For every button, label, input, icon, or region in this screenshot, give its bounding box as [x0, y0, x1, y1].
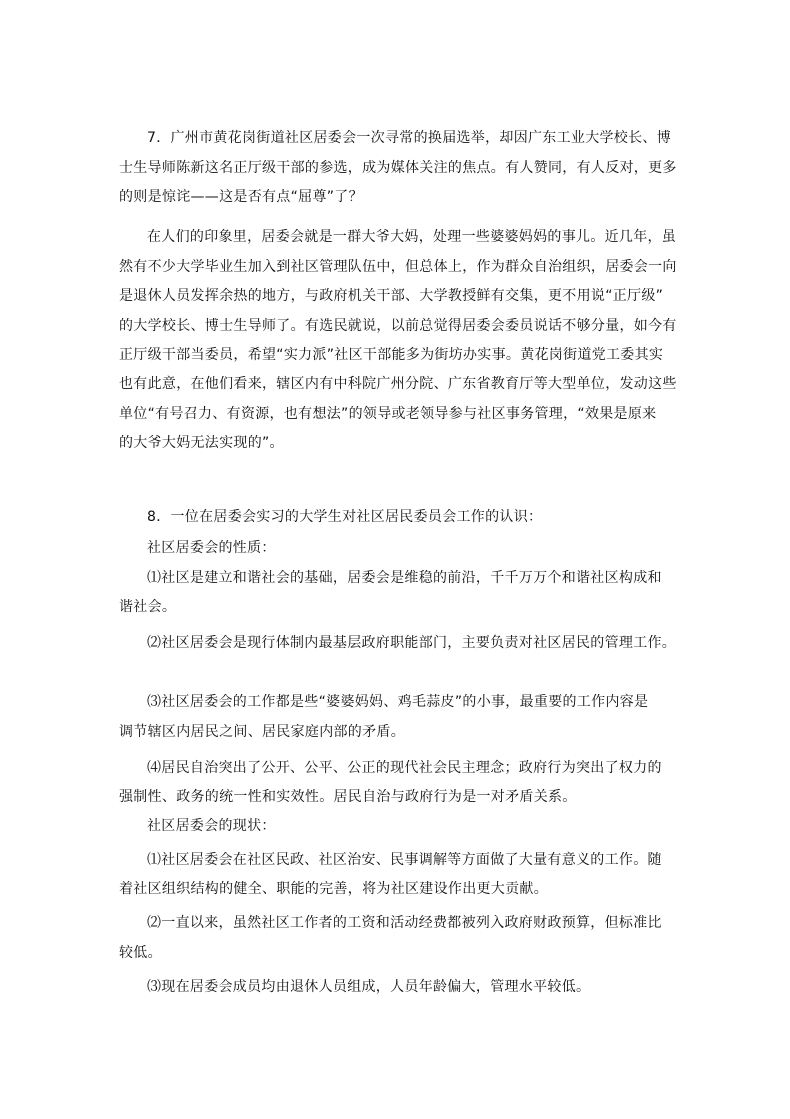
question-heading: 8．一位在居委会实习的大学生对社区居民委员会工作的认识：: [147, 509, 543, 525]
list-item: 着社区组织结构的健全、职能的完善，将为社区建设作出更大贡献。: [119, 881, 548, 897]
list-item: ⑷居民自治突出了公开、公平、公正的现代社会民主理念；政府行为突出了权力的: [147, 760, 662, 776]
paragraph-line: 正厅级干部当委员，希望“实力派”社区干部能多为街坊办实事。黄花岗街道党工委其实: [119, 347, 664, 363]
paragraph-line: 7．广州市黄花岗街道社区居委会一次寻常的换届选举，却因广东工业大学校长、博: [147, 130, 672, 146]
list-item: ⑵社区居委会是现行体制内最基层政府职能部门，主要负责对社区居民的管理工作。: [147, 635, 677, 651]
paragraph-line: 单位“有号召力、有资源，也有想法”的领导或老领导参与社区事务管理，“效果是原来: [119, 406, 657, 422]
paragraph-line: 士生导师陈新这名正厅级干部的参选，成为媒体关注的焦点。有人赞同，有人反对，更多: [119, 160, 677, 176]
list-item: ⑴社区是建立和谐社会的基础，居委会是维稳的前沿，千千万万个和谐社区构成和: [147, 570, 662, 586]
section-heading: 社区居委会的现状：: [147, 818, 276, 834]
paragraph-line: 然有不少大学毕业生加入到社区管理队伍中，但总体上，作为群众自治组织，居委会一向: [119, 259, 677, 275]
list-item: 较低。: [119, 945, 162, 961]
list-item: 谐社会。: [119, 599, 177, 615]
list-item: ⑶社区居委会的工作都是些“婆婆妈妈、鸡毛蒜皮”的小事，最重要的工作内容是: [147, 694, 649, 710]
section-heading: 社区居委会的性质：: [147, 540, 276, 556]
paragraph-line: 的大学校长、博士生导师了。有选民就说，以前总觉得居委会委员说话不够分量，如今有: [119, 318, 677, 334]
paragraph-line: 是退休人员发挥余热的地方，与政府机关干部、大学教授鲜有交集，更不用说“正厅级”: [119, 288, 664, 304]
list-item: ⑴社区居委会在社区民政、社区治安、民事调解等方面做了大量有意义的工作。随: [147, 852, 662, 868]
paragraph-line: 也有此意，在他们看来，辖区内有中科院广州分院、广东省教育厅等大型单位，发动这些: [119, 376, 677, 392]
list-item: 调节辖区内居民之间、居民家庭内部的矛盾。: [119, 724, 405, 740]
list-item: 强制性、政务的统一性和实效性。居民自治与政府行为是一对矛盾关系。: [119, 789, 577, 805]
list-item: ⑶现在居委会成员均由退休人员组成，人员年龄偏大，管理水平较低。: [147, 979, 591, 995]
paragraph-line: 的则是惊诧——这是否有点“屈尊”了？: [119, 189, 363, 205]
list-item: ⑵一直以来，虽然社区工作者的工资和活动经费都被列入政府财政预算，但标准比: [147, 915, 662, 931]
paragraph-line: 在人们的印象里，居委会就是一群大爷大妈，处理一些婆婆妈妈的事儿。近几年，虽: [147, 229, 677, 245]
paragraph-line: 的大爷大妈无法实现的”。: [119, 435, 284, 451]
